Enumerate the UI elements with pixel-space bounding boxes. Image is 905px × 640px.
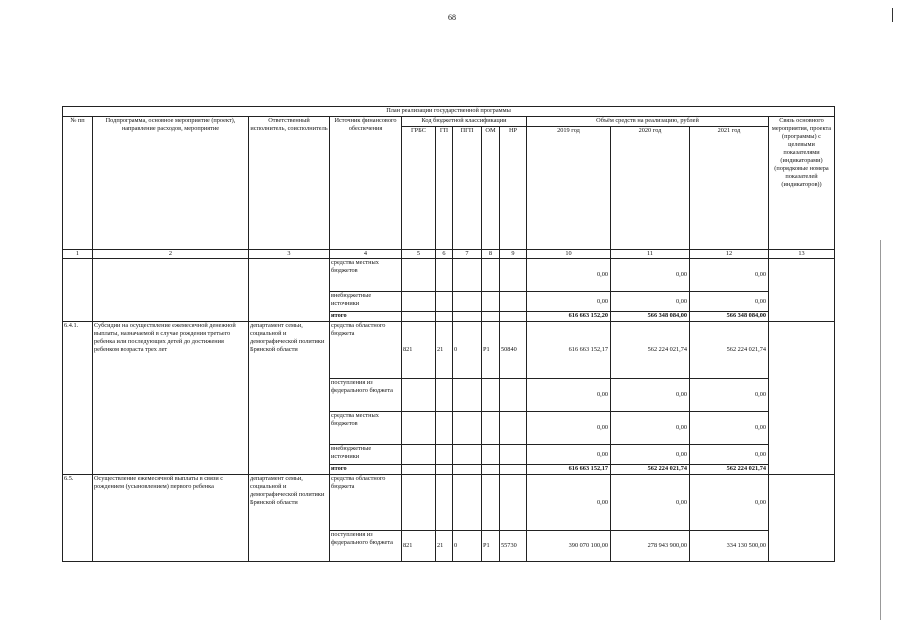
source-cell: поступления из федерального бюджета [330,531,402,562]
item-responsible: департамент семьи, социальной и демографической политики Брянской области [249,475,330,562]
code-gp: 21 [436,322,453,379]
amount-2021: 0,00 [690,412,769,445]
amount-2020: 0,00 [611,445,690,465]
header-source: Источник финансового обеспечения [330,117,402,250]
amount-2019: 0,00 [527,445,611,465]
code-grbs: 821 [402,531,436,562]
header-program: Подпрограмма, основное мероприятие (проект), направление расходов, мероприятие [93,117,249,250]
col-number: 9 [500,250,527,259]
header-grbs: ГРБС [402,127,436,250]
amount-2019: 616 663 152,17 [527,322,611,379]
edge-mark [892,8,893,22]
amount-2021: 334 130 500,00 [690,531,769,562]
code-nr: 50840 [500,322,527,379]
amount-2019: 0,00 [527,475,611,531]
source-cell: средства местных бюджетов [330,259,402,292]
amount-2021: 0,00 [690,379,769,412]
edge-line [880,240,881,620]
amount-2020: 278 943 900,00 [611,531,690,562]
header-budget-code: Код бюджетной классификации [402,117,527,127]
header-gp: ГП [436,127,453,250]
header-2020: 2020 год [611,127,690,250]
amount-2019: 0,00 [527,292,611,312]
code-pgp: 0 [453,322,482,379]
code-gp: 21 [436,531,453,562]
total-2021: 566 348 084,00 [690,312,769,322]
col-number: 5 [402,250,436,259]
amount-2021: 562 224 021,74 [690,322,769,379]
amount-2020: 0,00 [611,292,690,312]
amount-2020: 0,00 [611,475,690,531]
total-2021: 562 224 021,74 [690,465,769,475]
source-cell: средства областного бюджета [330,322,402,379]
page-number: 68 [448,13,456,22]
amount-2021: 0,00 [690,475,769,531]
source-cell: средства областного бюджета [330,475,402,531]
source-cell: итого [330,465,402,475]
amount-2020: 0,00 [611,379,690,412]
item-name: Осуществление ежемесячной выплаты в связи с рождением (усыновлением) первого ребенка [93,475,249,562]
code-om: Р1 [482,322,500,379]
header-nr: НР [500,127,527,250]
amount-2020: 562 224 021,74 [611,322,690,379]
table-row [63,475,835,531]
col-number: 3 [249,250,330,259]
col-number: 8 [482,250,500,259]
total-2019: 616 663 152,20 [527,312,611,322]
table-title: План реализации государственной программы [63,107,835,117]
code-pgp: 0 [453,531,482,562]
col-number: 6 [436,250,453,259]
amount-2019: 0,00 [527,412,611,445]
amount-2021: 0,00 [690,292,769,312]
col-number: 13 [769,250,835,259]
header-2019: 2019 год [527,127,611,250]
source-cell: поступления из федерального бюджета [330,379,402,412]
source-cell: итого [330,312,402,322]
code-om: Р1 [482,531,500,562]
item-number: 6.4.1. [63,322,93,475]
total-2019: 616 663 152,17 [527,465,611,475]
header-2021: 2021 год [690,127,769,250]
header-om: ОМ [482,127,500,250]
amount-2021: 0,00 [690,259,769,292]
code-nr: 55730 [500,531,527,562]
header-pgp: ПГП [453,127,482,250]
amount-2021: 0,00 [690,445,769,465]
table-row [63,259,835,292]
header-num: № пп [63,117,93,250]
col-number: 4 [330,250,402,259]
col-number: 7 [453,250,482,259]
total-2020: 566 348 084,00 [611,312,690,322]
source-cell: средства местных бюджетов [330,412,402,445]
amount-2020: 0,00 [611,259,690,292]
item-number: 6.5. [63,475,93,562]
table-row [63,322,835,379]
amount-2019: 0,00 [527,259,611,292]
source-cell: внебюджетные источники [330,445,402,465]
item-responsible: департамент семьи, социальной и демографической политики Брянской области [249,322,330,475]
amount-2020: 0,00 [611,412,690,445]
item-name: Субсидии на осуществление ежемесячной денежной выплаты, назначаемой в случае рождения третьего ребенка или последующих детей до достижения ребенком возраста трех лет [93,322,249,475]
header-responsible: Ответственный исполнитель, соисполнитель [249,117,330,250]
col-number: 11 [611,250,690,259]
amount-2019: 0,00 [527,379,611,412]
col-number: 12 [690,250,769,259]
total-2020: 562 224 021,74 [611,465,690,475]
col-number: 10 [527,250,611,259]
header-link: Связь основного мероприятия, проекта (программы) с целевыми показателями (индикаторами) (порядковые номера показателей (индикаторов)) [769,117,835,250]
amount-2019: 390 070 100,00 [527,531,611,562]
source-cell: внебюджетные источники [330,292,402,312]
code-grbs: 821 [402,322,436,379]
col-number: 2 [93,250,249,259]
plan-table [62,106,835,562]
header-volume: Объём средств на реализацию, рублей [527,117,769,127]
column-numbers-row [63,250,835,259]
col-number: 1 [63,250,93,259]
